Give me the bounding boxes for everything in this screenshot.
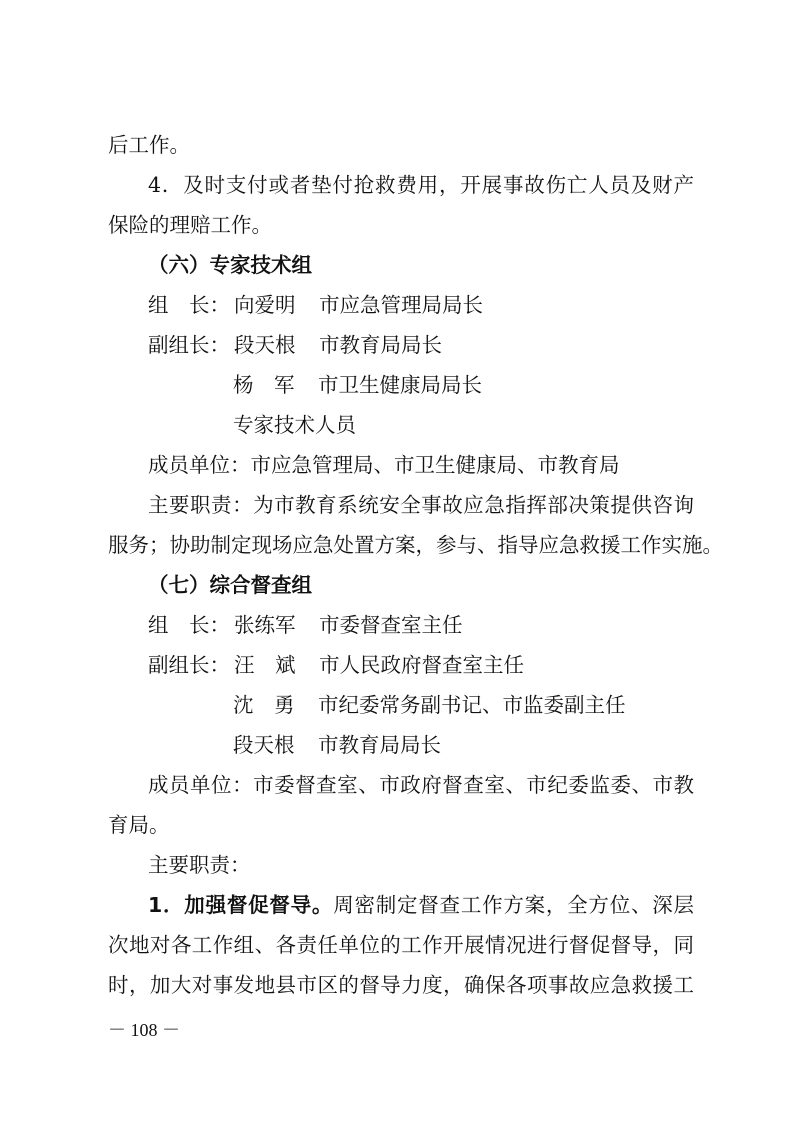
leader-name: 张练军 — [234, 613, 296, 637]
group-6-duties-line-2: 服务；协助制定现场应急处置方案，参与、指导应急救援工作实施。 — [108, 533, 723, 557]
leader-title: 市委督查室主任 — [319, 613, 463, 637]
group-6-deputy-row — [233, 365, 482, 405]
paragraph-continuation: 后工作。 — [108, 133, 190, 157]
leader-name: 向爱明 — [234, 293, 296, 317]
item-4-line-1: 4．及时支付或者垫付抢救费用，开展事故伤亡人员及财产 — [148, 173, 694, 197]
group-7-deputy-row — [148, 645, 524, 685]
deputy-title: 市纪委常务副书记、市监委副主任 — [318, 693, 626, 717]
deputy-title: 市教育局局长 — [319, 333, 442, 357]
group-6-members: 成员单位：市应急管理局、市卫生健康局、市教育局 — [148, 453, 620, 477]
deputy-title: 市教育局局长 — [318, 733, 441, 757]
group-7-members-line-1: 成员单位：市委督查室、市政府督查室、市纪委监委、市教 — [148, 773, 694, 797]
leader-label: 组 长： — [148, 613, 230, 637]
duty-1-line-1 — [148, 885, 694, 925]
deputy-label: 副组长： — [148, 653, 230, 677]
group-7-duties-label: 主要职责： — [148, 853, 251, 877]
group-7-deputy-row — [233, 725, 441, 765]
duty-1-text: 周密制定督查工作方案，全方位、深层 — [333, 893, 695, 917]
deputy-name: 段天根 — [233, 733, 295, 757]
group-6-extra-member: 专家技术人员 — [233, 413, 356, 437]
group-6-heading: （六）专家技术组 — [148, 253, 312, 277]
leader-label: 组 长： — [148, 293, 230, 317]
duty-1-title: 1．加强督促督导。 — [148, 893, 334, 917]
duty-1-line-2: 次地对各工作组、各责任单位的工作开展情况进行督促督导，同 — [108, 933, 694, 957]
leader-title: 市应急管理局局长 — [319, 293, 483, 317]
duty-1-line-3: 时，加大对事发地县市区的督导力度，确保各项事故应急救援工 — [108, 973, 694, 997]
group-7-heading: （七）综合督查组 — [148, 573, 312, 597]
group-7-members-line-2: 育局。 — [108, 813, 170, 837]
group-6-deputy-row — [148, 325, 442, 365]
deputy-title: 市人民政府督查室主任 — [319, 653, 524, 677]
deputy-name: 沈 勇 — [233, 693, 295, 717]
item-4-line-2: 保险的理赔工作。 — [108, 213, 272, 237]
group-7-deputy-row — [233, 685, 626, 725]
deputy-label: 副组长： — [148, 333, 230, 357]
group-6-leader-row — [148, 285, 483, 325]
deputy-name: 汪 斌 — [234, 653, 296, 677]
group-6-duties-line-1: 主要职责：为市教育系统安全事故应急指挥部决策提供咨询 — [148, 493, 694, 517]
deputy-name: 杨 军 — [233, 373, 295, 397]
deputy-name: 段天根 — [234, 333, 296, 357]
deputy-title: 市卫生健康局局长 — [318, 373, 482, 397]
page-number: － 108 － — [108, 1020, 180, 1040]
group-7-leader-row — [148, 605, 463, 645]
